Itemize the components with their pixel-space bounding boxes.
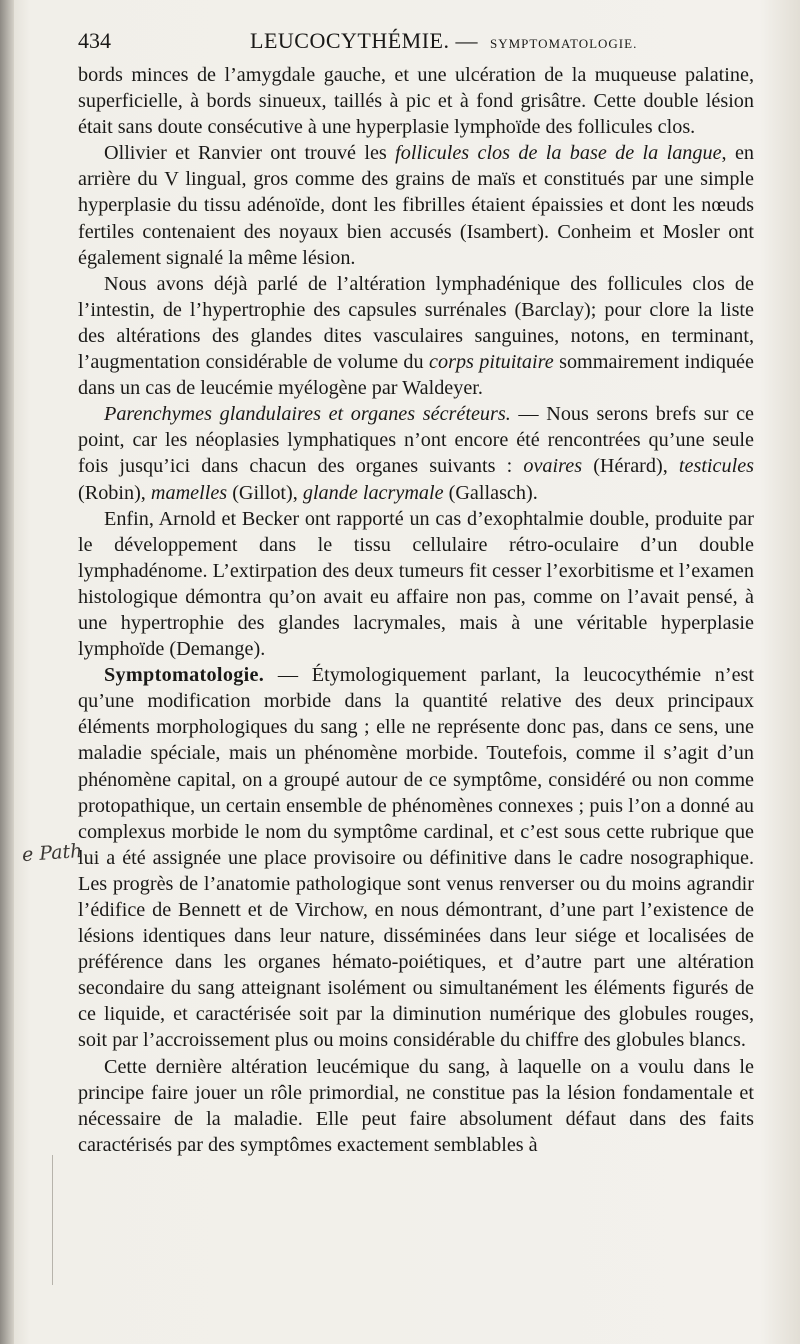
pencil-margin-line <box>52 1155 53 1285</box>
paragraph-alteration-leucemique: Cette dernière altération leucémique du sang, à laquelle on a voulu dans le principe faire jouer un rôle primordial, ne constitue pas la lésion fondamentale et nécessaire de la maladie. Elle peut faire absolument défaut dans des faits caractérisés par des symptômes exactement semblables à <box>78 1055 754 1156</box>
page-number: 434 <box>78 28 111 53</box>
section-title: SYMPTOMATOLOGIE. <box>489 36 638 51</box>
text-run: Nous avons déjà parlé de l’altération lymphadénique des follicules clos de l’intestin, de l’hypertrophie des capsules surrénales (Barclay); pour clore la liste des altérations des glandes dites vasculaires sanguines, notons, en terminant, l’augmentation considérable de volume du <box>78 272 754 374</box>
body-text <box>78 62 754 1158</box>
italic-subheading: Parenchymes glandulaires et organes sécréteurs. <box>104 403 511 426</box>
italic-term: follicules clos de la base de la langue <box>395 142 722 165</box>
text-run: sommairement indiquée dans un cas de leucémie myélogène par Waldeyer. <box>78 351 754 400</box>
italic-term: mamelles <box>150 481 228 504</box>
paragraph-amygdale: bords minces de l’amygdale gauche, et une ulcération de la muqueuse palatine, superficielle, à bords sinueux, taillés à pic et à fond grisâtre. Cette double lésion était sans doute consécutive à une hyperplasie lymphoïde des follicules clos. <box>78 64 754 139</box>
binding-gutter <box>0 0 14 1344</box>
text-run: — Étymologiquement parlant, la leucocythémie n’est qu’une modification morbide dans la quantité relative des deux principaux éléments morphologiques du sang ; elle ne représente donc pas, dans ce sens, une maladie spéciale, mais un phénomène morbide. Toutefois, comme il s’agit d’un phénomène capital, on a groupé autour de ce symptôme, considéré ou non comme protopathique, un certain ensemble de phénomènes connexes ; puis l’on a donné au complexus morbide le nom du symptôme cardinal, et c’est sous cette rubrique que lui a été assignée une place provisoire ou définitive dans le cadre nosographique. Les progrès de l’anatomie pathologique sont venus renverser ou du moins agrandir l’édifice de Bennett et de Virchow, en nous démontrant, d’une part l’existence de lésions identiques dans leur nature, disséminées dans leur siége et localisées de préférence dans les organes hémato-poiétiques, et d’autre part une altération secondaire du sang atteignant isolément ou simultanément les éléments figurés de ce liquide, et caractérisée soit par la diminution numérique des globules rouges, soit par l’accroissement plus ou moins considérable du chiffre des globules blancs. <box>78 664 754 1052</box>
text-run: (Gillot), <box>227 481 303 504</box>
text-run: (Robin), <box>78 481 151 504</box>
running-header <box>78 28 754 56</box>
section-heading: Symptomatologie. <box>104 664 265 687</box>
italic-term: glande lacrymale <box>302 481 444 504</box>
italic-term: ovaires <box>523 455 583 478</box>
title-separator: — <box>455 28 478 53</box>
paragraph-parenchymes <box>78 401 754 505</box>
text-run: (Gallasch). <box>443 481 538 504</box>
italic-term: corps pituitaire <box>429 351 554 374</box>
paragraph-symptomatologie <box>78 662 754 1053</box>
text-run: — Nous serons brefs sur ce point, car les néoplasies lymphatiques n’ont encore été rencontrées qu’une seule fois jusqu’ici dans chacun des organes suivants : <box>78 403 754 478</box>
text-run: (Hérard), <box>582 455 679 478</box>
paragraph-follicules <box>78 140 754 270</box>
paragraph-corps-pituitaire <box>78 271 754 401</box>
italic-term: testicules <box>678 455 755 478</box>
text-run: , en arrière du V lingual, gros comme des grains de maïs et constitués par une simple hyperplasie du tissu adénoïde, dont les fibrilles étaient épaissies et dont les nœuds fertiles contenaient des noyaux bien accusés (Isambert). Conheim et Mosler ont également signalé la même lésion. <box>78 142 754 269</box>
text-run: Ollivier et Ranvier ont trouvé les <box>104 142 396 165</box>
chapter-title: LEUCOCYTHÉMIE. <box>250 28 450 53</box>
handwritten-margin-note: e Path <box>21 839 84 867</box>
running-title <box>250 28 637 54</box>
paragraph-exophtalmie: Enfin, Arnold et Becker ont rapporté un cas d’exophtalmie double, produite par le développement dans le tissu cellulaire rétro-oculaire d’un double lymphadénome. L’extirpation des deux tumeurs fit cesser l’exorbitisme et l’examen histologique démontra qu’on avait eu affaire non pas, comme on l’avait pensé, à une hypertrophie des glandes lacrymales, mais à une véritable hyperplasie lymphoïde (Demange). <box>78 507 754 661</box>
